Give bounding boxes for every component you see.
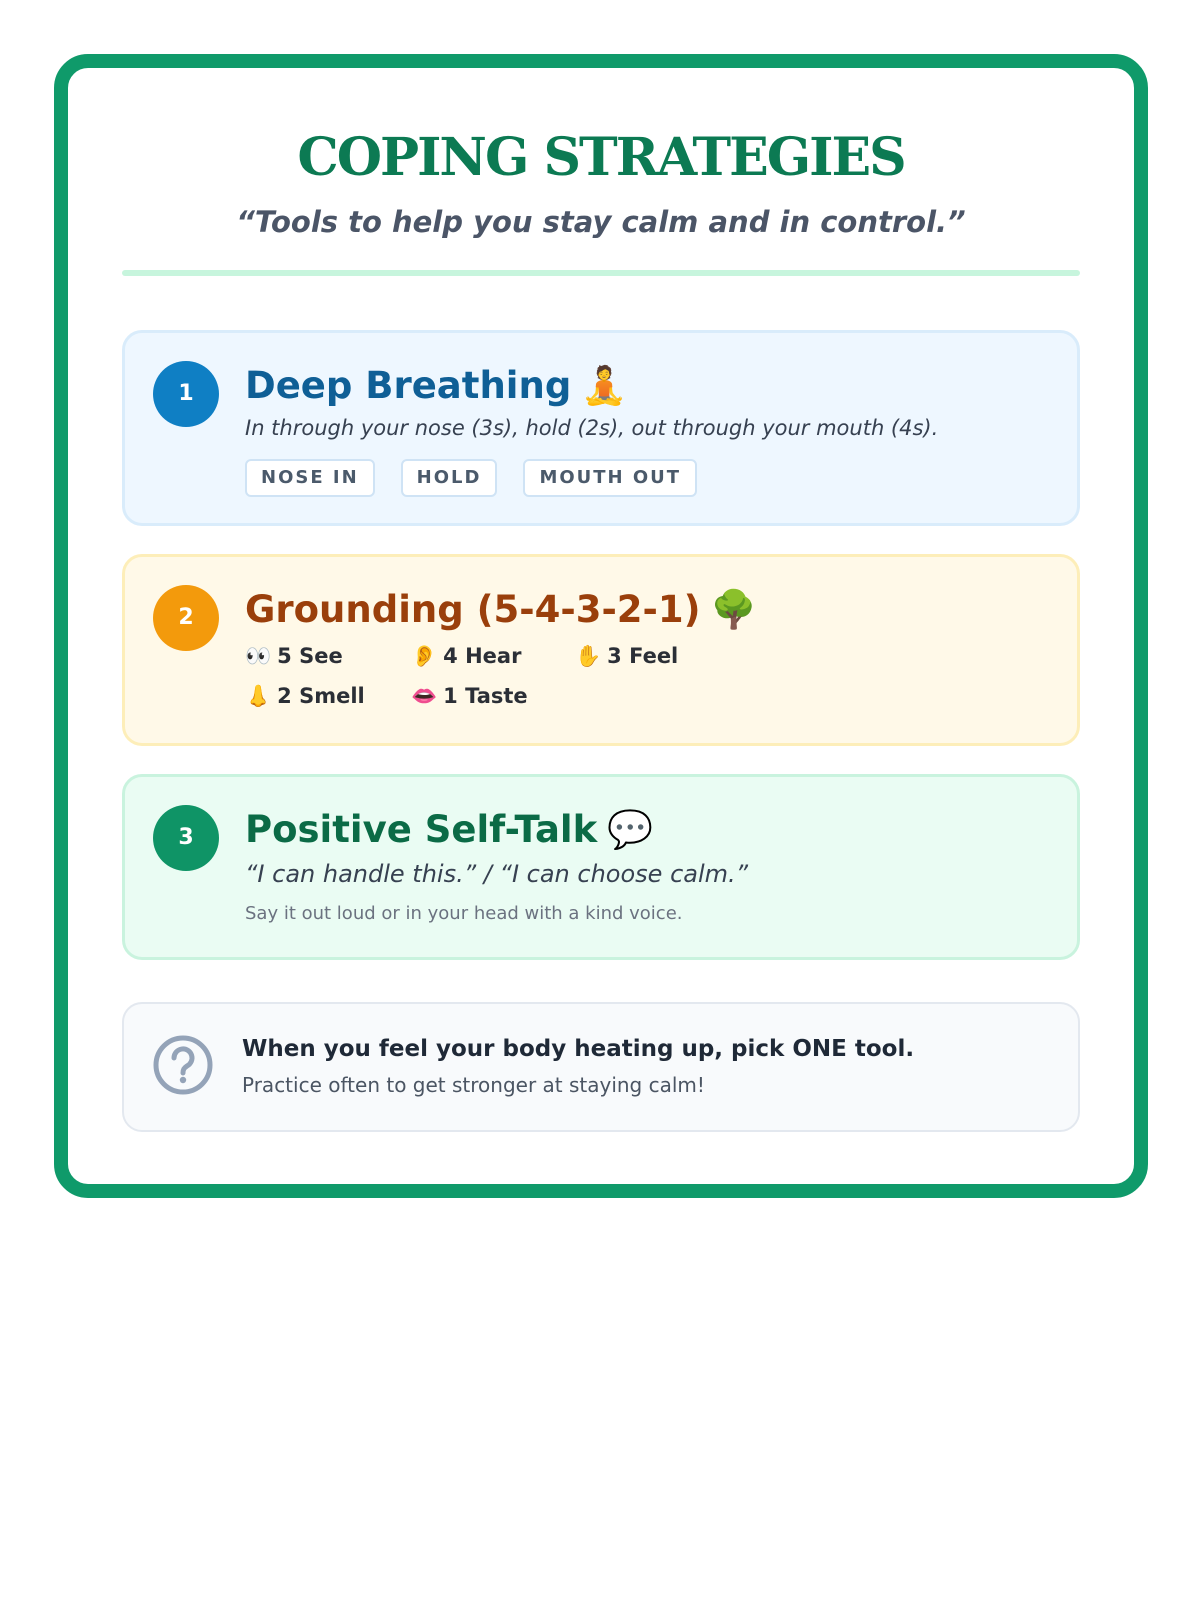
strategy-card-self-talk [122,774,1080,960]
self-talk-hint: Say it out loud or in your head with a kind voice. [245,903,683,924]
mouth-icon: 👄 [411,684,438,708]
step-pill-mouth-out: MOUTH OUT [523,459,697,497]
step-number-badge: 1 [153,361,219,427]
strategy-title [245,805,653,855]
meditation-icon: 🧘 [581,364,628,407]
tip-headline: When you feel your body heating up, pick ONE tool. [242,1036,915,1062]
poster-frame [54,54,1148,1198]
divider [122,270,1080,276]
tip-text: Practice often to get stronger at staying calm! [242,1073,705,1097]
sense-label: 1 Taste [443,684,528,708]
strategy-title [245,361,627,411]
poster-content [122,68,1080,1184]
sense-item-hear [411,641,521,671]
step-pill-hold: HOLD [401,459,498,497]
question-circle-icon [152,1034,214,1096]
step-pill-nose-in: NOSE IN [245,459,375,497]
ear-icon: 👂 [411,644,438,668]
eyes-icon: 👀 [245,644,272,668]
sense-item-taste [411,681,528,711]
sense-label: 4 Hear [443,644,522,668]
nose-icon: 👃 [245,684,272,708]
hand-icon: ✋ [575,644,602,668]
speech-bubble-icon: 💬 [607,808,654,851]
sense-label: 5 See [277,644,343,668]
strategy-title-text: Deep Breathing [245,364,572,407]
strategy-title [245,585,757,635]
breathing-steps [245,459,697,497]
sense-label: 2 Smell [277,684,365,708]
sense-item-smell [245,681,365,711]
sense-item-see [245,641,343,671]
strategy-card-deep-breathing [122,330,1080,526]
sense-item-feel [575,641,678,671]
tip-card [122,1002,1080,1132]
strategy-title-text: Positive Self-Talk [245,808,598,851]
strategy-card-grounding [122,554,1080,746]
self-talk-quote: “I can handle this.” / “I can choose calm.” [245,860,749,888]
step-number-badge: 2 [153,585,219,651]
strategy-title-text: Grounding (5-4-3-2-1) [245,588,701,631]
strategy-description: In through your nose (3s), hold (2s), out through your mouth (4s). [245,416,939,440]
tree-icon: 🌳 [710,588,757,631]
page-title: COPING STRATEGIES [297,127,905,188]
page-subtitle: “Tools to help you stay calm and in control.” [236,205,966,239]
sense-label: 3 Feel [607,644,679,668]
step-number-badge: 3 [153,805,219,871]
